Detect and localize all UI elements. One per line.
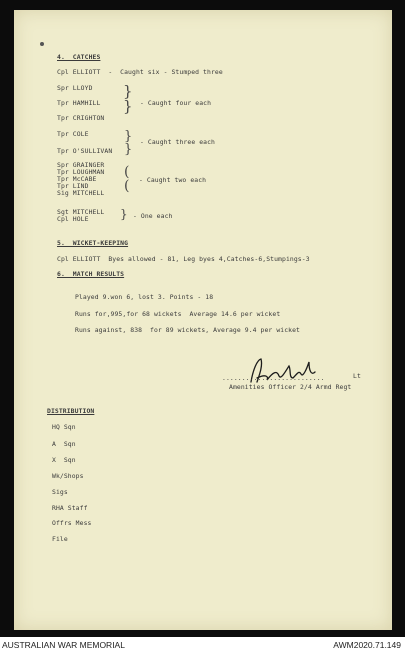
footer-institution: AUSTRALIAN WAR MEMORIAL	[2, 640, 125, 650]
catches-name: Tpr LIND	[57, 182, 89, 190]
catches-name: Spr GRAINGER	[57, 161, 105, 169]
catches-name: Tpr O'SULLIVAN	[57, 147, 113, 155]
catches-name: Tpr CRIGHTON	[57, 114, 105, 122]
distribution-item: RHA Staff	[52, 504, 88, 512]
distribution-item: Sigs	[52, 488, 68, 496]
match-played-line: Played 9.won 6, lost 3. Points - 18	[75, 293, 214, 301]
catches-name: Tpr McCABE	[57, 175, 97, 183]
signature-line: ..........................	[222, 374, 325, 382]
catches-description: - Caught four each	[140, 99, 212, 107]
catches-name: Tpr HAMHILL	[57, 99, 101, 107]
catches-name: Sgt MITCHELL	[57, 208, 105, 216]
runs-against-line: Runs against, 838 for 89 wickets, Average 9.4 per wicket	[75, 326, 301, 334]
distribution-item: Wk/Shops	[52, 472, 84, 480]
footer-accession-number: AWM2020.71.149	[333, 640, 401, 650]
signature-rank: Lt	[353, 372, 361, 380]
distribution-item: A Sqn	[52, 440, 76, 448]
catches-description: - One each	[133, 212, 173, 220]
section-heading-catches: 4. CATCHES	[57, 53, 101, 61]
catches-name: Tpr COLE	[57, 130, 89, 138]
catches-name: Cpl HOLE	[57, 215, 89, 223]
distribution-heading: DISTRIBUTION	[47, 407, 95, 415]
section-heading-wicket-keeping: 5. WICKET-KEEPING	[57, 239, 129, 247]
catches-name: Spr LLOYD	[57, 84, 93, 92]
bracket-mark: ( (	[124, 164, 130, 194]
catches-description: - Caught two each	[139, 176, 207, 184]
bracket-mark: } }	[123, 82, 133, 115]
distribution-item: HQ Sqn	[52, 423, 76, 431]
distribution-item: File	[52, 535, 68, 543]
wicket-keeping-row: Cpl ELLIOTT Byes allowed - 81, Leg byes 4,Catches-6,Stumpings-3	[57, 255, 310, 263]
bracket-mark: } }	[124, 129, 133, 157]
catches-name: Sig MITCHELL	[57, 189, 105, 197]
signature-title: Amenities Officer 2/4 Armd Regt	[229, 383, 352, 391]
catches-row-elliott: Cpl ELLIOTT - Caught six - Stumped three	[57, 68, 223, 76]
section-heading-match-results: 6. MATCH RESULTS	[57, 270, 125, 278]
runs-for-line: Runs for,995,for 68 wickets Average 14.6 per wicket	[75, 310, 281, 318]
catches-name: Tpr LOUGHMAN	[57, 168, 105, 176]
punch-hole	[40, 42, 44, 46]
bracket-mark: }	[120, 207, 128, 221]
catches-description: - Caught three each	[140, 138, 216, 146]
distribution-item: Offrs Mess	[52, 519, 92, 527]
distribution-item: X Sqn	[52, 456, 76, 464]
